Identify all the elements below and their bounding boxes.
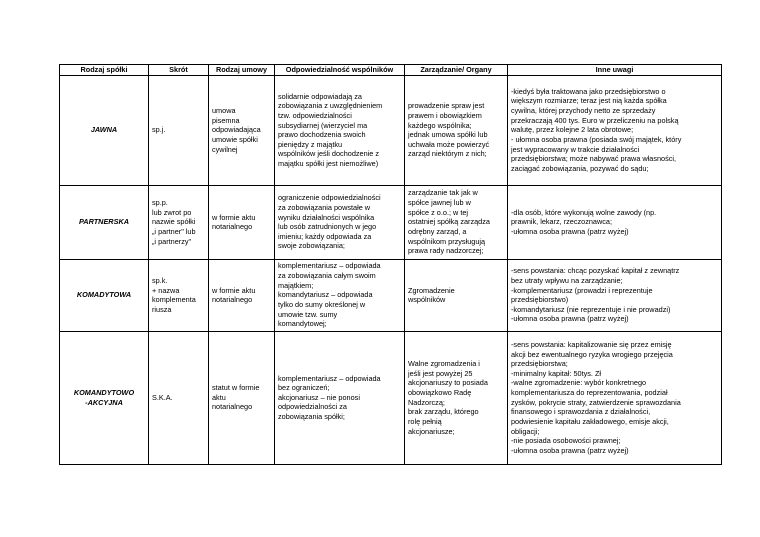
management-cell (405, 331, 508, 464)
cell-line: Zgromadzenie (408, 285, 455, 295)
cell-line: -sens powstania: chcąc pozyskać kapitał z zewnątrz (511, 266, 680, 276)
cell-line: komandytowej; (278, 319, 327, 329)
header-abbreviation: Skrót (149, 65, 209, 76)
cell-line: wspólników (408, 295, 446, 305)
company-name-cell (60, 185, 149, 259)
company-name-cell (60, 75, 149, 185)
cell-line: jeśli jest powyżej 25 (408, 368, 473, 378)
cell-line: za zobowiązania całym swoim (278, 271, 376, 281)
cell-line: komplementariusza do reprezentowania, podział (511, 388, 668, 397)
cell-line: KOMADYTOWA (76, 290, 132, 300)
cell-line: -komandytariusz (nie reprezentuje i nie prowadzi) (511, 304, 671, 314)
cell-line: notarialnego (212, 222, 253, 232)
cell-line: zaciągać zobowiązania, pozywać do sądu; (511, 163, 649, 173)
abbreviation-cell (149, 259, 209, 331)
cell-line: -kiedyś była traktowana jako przedsiębiorstwo o (511, 86, 666, 96)
cell-line: lub osób zatrudnionych w jego (278, 222, 377, 232)
cell-line: pieniędzy z majątku (278, 139, 343, 149)
cell-line: Walne zgromadzenia i (408, 359, 480, 369)
cell-line: komplementa (152, 295, 196, 305)
contract-type-cell (209, 331, 275, 464)
company-name-cell (60, 331, 149, 464)
header-liability: Odpowiedzialność wspólników (275, 65, 405, 76)
cell-line: wyniku działalności wspólnika (278, 212, 375, 222)
cell-line: KOMANDYTOWO (73, 388, 135, 397)
cell-line: majątkiem; (278, 280, 314, 290)
cell-line: prawem i obowiązkiem (408, 110, 482, 120)
cell-line: + nazwa (152, 285, 180, 295)
abbreviation-cell (149, 75, 209, 185)
cell-line: sp.j. (152, 125, 166, 135)
cell-line: -ułomna osoba prawna (patrz wyżej) (511, 226, 629, 236)
cell-line: statut w formie (212, 383, 260, 393)
cell-line: sp.k. (152, 275, 168, 285)
cell-line: przedsiębiorstwa; może nabywać prawa własności, (511, 154, 677, 164)
cell-line: -minimalny kapitał: 50tys. Zł (511, 368, 602, 378)
cell-line: spółce z o.o.; w tej (408, 207, 469, 217)
cell-line: imieniu; każdy odpowiada za (278, 231, 372, 241)
cell-line: przekraczają 400 tys. Euro w przeliczeniu na polską (511, 115, 679, 125)
table-row (60, 259, 722, 331)
cell-line: -komplementariusz (prowadzi i reprezentuje (511, 285, 653, 295)
cell-line: akcjonariusz – nie ponosi (278, 392, 360, 402)
cell-line: zobowiązania spółki; (278, 412, 345, 422)
liability-cell (275, 75, 405, 185)
cell-line: -walne zgromadzenie: wybór konkretnego (511, 378, 647, 388)
cell-line: S.K.A. (152, 392, 173, 402)
cell-line: Nadzorczą; (408, 397, 445, 407)
cell-line: spółce jawnej lub w (408, 198, 471, 208)
cell-line: podwiesienie kapitału zakładowego, emisje akcji, (511, 416, 669, 426)
liability-cell (275, 259, 405, 331)
header-management: Zarządzanie/ Organy (405, 65, 508, 76)
cell-line: „i partner" lub (152, 226, 196, 236)
cell-line: akcjonariusze; (408, 426, 455, 436)
cell-line: pisemna (212, 115, 240, 125)
cell-line: odpowiedzialności za (278, 402, 347, 412)
cell-line: odrębny zarząd, a (408, 226, 467, 236)
cell-line: subsydiarnej (wierzyciel ma (278, 120, 368, 130)
cell-line: wspólnikom przysługują (408, 236, 486, 246)
notes-cell (508, 75, 722, 185)
cell-line: za zobowiązania powstałe w (278, 202, 371, 212)
cell-line: komandytariusz – odpowiada (278, 290, 373, 300)
cell-line: zarząd niektórym z nich; (408, 149, 487, 159)
cell-line: wspólników jeśli dochodzenie z (278, 149, 379, 159)
notes-cell (508, 259, 722, 331)
cell-line: akcjonariuszy to posiada (408, 378, 488, 388)
liability-cell (275, 185, 405, 259)
header-notes: Inne uwagi (508, 65, 722, 76)
cell-line: cywilnej (212, 144, 238, 154)
cell-line: zarządzanie tak jak w (408, 188, 478, 198)
cell-line: jest wypracowany w trakcie działalności (511, 144, 640, 154)
table-row (60, 331, 722, 464)
management-cell (405, 75, 508, 185)
cell-line: każdego wspólnika; (408, 120, 472, 130)
cell-line: PARTNERSKA (78, 217, 129, 227)
cell-line: większym rozmiarze; teraz jest nią każda spółka (511, 96, 667, 106)
cell-line: obligacji; (511, 426, 540, 436)
cell-line: brak zarządu, którego (408, 407, 479, 417)
cell-line: bez utraty wpływu na zarządzanie; (511, 275, 623, 285)
liability-cell (275, 331, 405, 464)
cell-line: sp.p. (152, 198, 168, 208)
cell-line: w formie aktu (212, 285, 256, 295)
cell-line: komplementariusz – odpowiada (278, 373, 381, 383)
cell-line: zobowiązania z uwzględnieniem (278, 101, 383, 111)
table-body (60, 75, 722, 464)
cell-line: -dla osób, które wykonują wolne zawody (np. (511, 207, 657, 217)
header-contract-type: Rodzaj umowy (209, 65, 275, 76)
cell-line: notarialnego (212, 402, 253, 412)
cell-line: w formie aktu (212, 212, 256, 222)
cell-line: - ułomna osoba prawna (posiada swój majątek, który (511, 134, 682, 144)
cell-line: rolę pełnią (408, 416, 442, 426)
header-company-type: Rodzaj spółki (60, 65, 149, 76)
cell-line: przedsiębiorstwa; (511, 359, 568, 369)
cell-line: riusza (152, 304, 172, 314)
header-row (60, 65, 722, 76)
cell-line: finansowego i sprawozdania z działalności, (511, 407, 651, 417)
cell-line: „i partnerzy" (152, 236, 192, 246)
cell-line: ograniczenie odpowiedzialności (278, 193, 381, 203)
contract-type-cell (209, 259, 275, 331)
cell-line: swoje zobowiązania; (278, 241, 345, 251)
abbreviation-cell (149, 331, 209, 464)
cell-line: akcji bez ewentualnego ryzyka wrogiego przejęcia (511, 349, 673, 359)
cell-line: przedsiębiorstwo) (511, 295, 569, 305)
cell-line: JAWNA (90, 125, 118, 135)
cell-line: prawa rady nadzorczej; (408, 246, 484, 256)
cell-line: prowadzenie spraw jest (408, 101, 485, 111)
cell-line: obowiązkowo Radę (408, 388, 472, 397)
cell-line: tzw. odpowiedzialności (278, 110, 352, 120)
cell-line: komplementariusz – odpowiada (278, 261, 381, 271)
cell-line: -AKCYJNA (85, 397, 123, 407)
cell-line: cywilna, której przychody netto ze sprzedaży (511, 106, 656, 116)
cell-line: zysków, pokrycie straty, zatwierdzenie sprawozdania (511, 397, 681, 407)
notes-cell (508, 185, 722, 259)
cell-line: umowa (212, 106, 236, 116)
cell-line: majątku spółki jest niemożliwe) (278, 159, 379, 168)
cell-line: odpowiadająca (212, 125, 261, 135)
cell-line: -sens powstania: kapitalizowanie się przez emisję (511, 339, 672, 349)
company-name-cell (60, 259, 149, 331)
cell-line: nazwie spółki (152, 217, 196, 227)
cell-line: -nie posiada osobowości prawnej; (511, 436, 621, 446)
cell-line: jednak umowa spółki lub (408, 130, 488, 140)
cell-line: uchwała może powierzyć (408, 139, 490, 149)
cell-line: walutę, przez kolejne 2 lata obrotowe; (511, 125, 634, 135)
cell-line: prawo dochodzenia swoich (278, 130, 366, 140)
cell-line: solidarnie odpowiadają za (278, 91, 362, 101)
notes-cell (508, 331, 722, 464)
cell-line: ostatniej spółką zarządza (408, 217, 490, 227)
cell-line: umowie spółki (212, 134, 258, 144)
table-row (60, 75, 722, 185)
abbreviation-cell (149, 185, 209, 259)
table-row (60, 185, 722, 259)
cell-line: -ułomna osoba prawna (patrz wyżej) (511, 445, 629, 455)
contract-type-cell (209, 185, 275, 259)
contract-type-cell (209, 75, 275, 185)
cell-line: lub zwrot po (152, 207, 192, 217)
management-cell (405, 259, 508, 331)
cell-line: -ułomna osoba prawna (patrz wyżej) (511, 314, 629, 324)
company-types-table (59, 64, 722, 465)
cell-line: notarialnego (212, 295, 253, 305)
cell-line: tylko do sumy określonej w (278, 299, 366, 309)
cell-line: prawnik, lekarz, rzeczoznawca; (511, 217, 612, 227)
management-cell (405, 185, 508, 259)
cell-line: umowie tzw. sumy (278, 309, 338, 319)
cell-line: bez ograniczeń; (278, 383, 330, 393)
cell-line: aktu (212, 392, 226, 402)
